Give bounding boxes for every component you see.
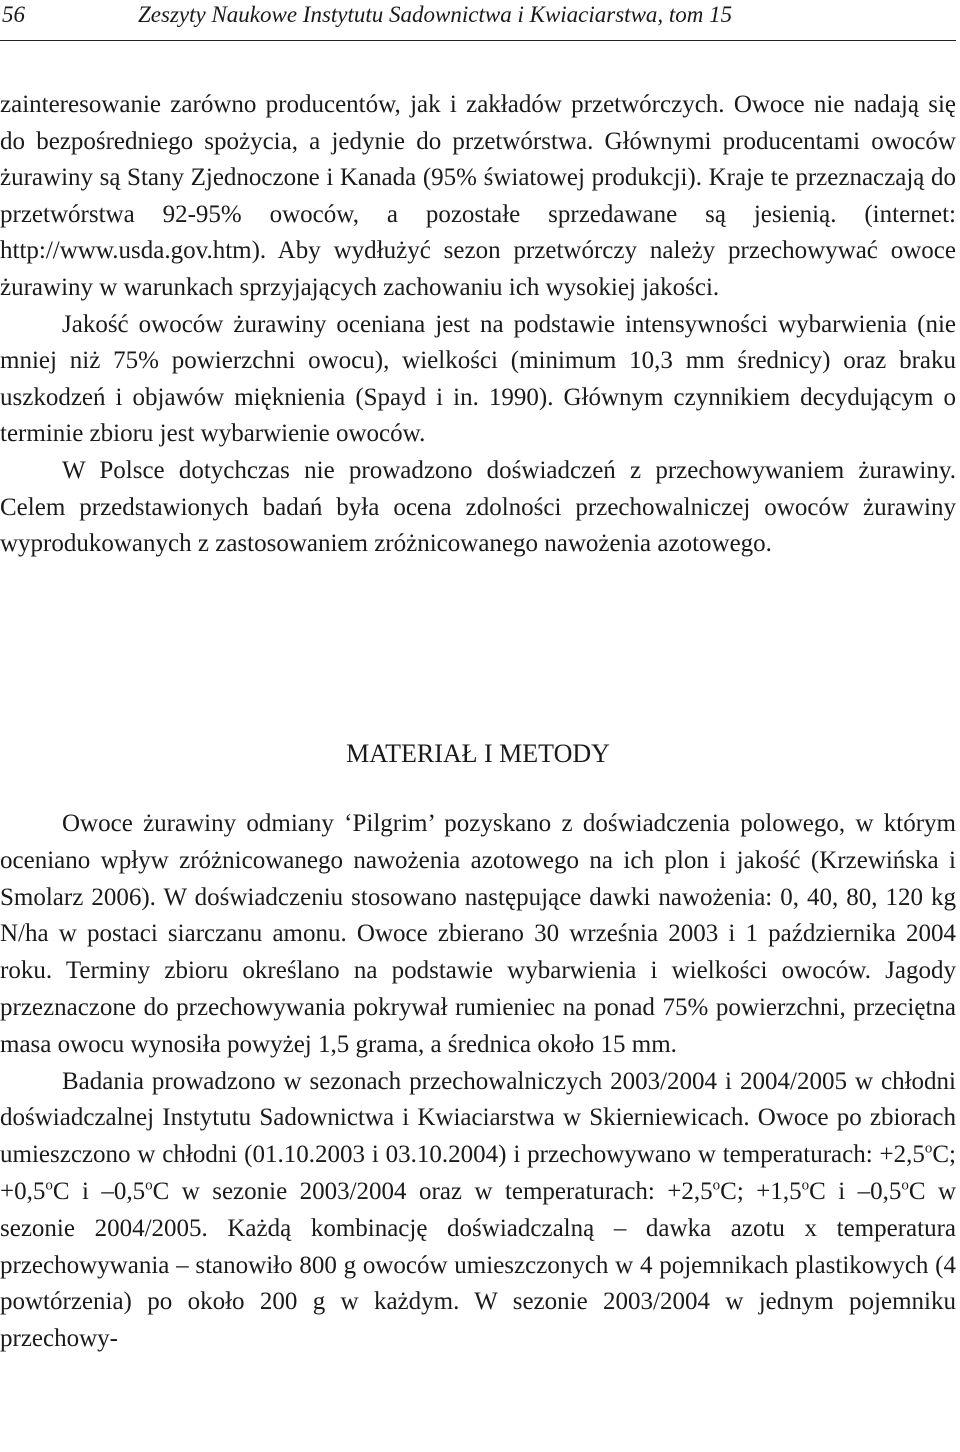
paragraph-methods-2 [0,1064,956,1358]
running-header [0,0,956,41]
section-heading: MATERIAŁ I METODY [346,739,610,768]
journal-title: Zeszyty Naukowe Instytutu Sadownictwa i Kwiaciarstwa, tom 15 [138,2,733,27]
degree-mark-3: o [145,1177,153,1194]
degree-mark-4: o [712,1177,721,1194]
methods-2-text-7: C w sezonie 2004/2005. Każdą kombinację doświadczalną – dawka azotu x temperatura przechowywania – stanowiło 800 g owoców umieszczonych w 4 pojemnikach plastikowych (4 powtórzenia) po około 200 g w każdym. W sezonie 2003/2004 w jednym pojemniku przechowy- [0,1177,956,1353]
paragraph-intro-1: zainteresowanie zarówno producentów, jak i zakładów przetwórczych. Owoce nie nadają się do bezpośredniego spożycia, a jedynie do przetwórstwa. Głównymi producentami owoców żurawiny są Stany Zjednoczone i Kanada (95% światowej produkcji). Kraje te przeznaczają do przetwórstwa 92-95% owoców, a pozostałe sprzedawane są jesienią. (internet: http://www.usda.gov.htm). Aby wydłużyć sezon przetwórczy należy przechowywać owoce żurawiny w warunkach sprzyjających zachowaniu ich wysokiej jakości. [0,91,956,301]
methods-text [0,806,956,1358]
degree-mark-5: o [801,1177,810,1194]
page-number: 56 [2,2,25,27]
intro-text [0,87,956,563]
methods-2-text-1: Badania prowadzono w sezonach przechowalniczych 2003/2004 i 2004/2005 w chłodni doświadczalnej Instytutu Sadownictwa i Kwiaciarstwa w Skierniewicach. Owoce po zbiorach umieszczono w chłodni (01.10.2003 i 03.10.2004) i przechowywano w temperaturach: +2,5 [0,1067,956,1169]
degree-mark-6: o [901,1177,909,1194]
methods-2-text-3: C i –0,5 [52,1177,146,1205]
methods-2-text-4: C w sezonie 2003/2004 oraz w temperaturach: +2,5 [152,1177,713,1205]
paragraph-intro-2: Jakość owoców żurawiny oceniana jest na podstawie intensywności wybarwienia (nie mniej niż 75% powierzchni owocu), wielkości (minimum 10,3 mm średnicy) oraz braku uszkodzeń i objawów mięknienia (Spayd i in. 1990). Głównym czynnikiem decydującym o terminie zbioru jest wybarwienie owoców. [0,310,956,448]
methods-2-text-6: C i –0,5 [809,1177,902,1205]
paragraph-intro-3: W Polsce dotychczas nie prowadzono doświadczeń z przechowywaniem żurawiny. Celem przedstawionych badań była ocena zdolności przechowalniczej owoców żurawiny wyprodukowanych z zastosowaniem zróżnicowanego nawożenia azotowego. [0,456,956,558]
methods-2-text-5: C; +1,5 [720,1177,802,1205]
degree-mark-1: o [924,1140,933,1157]
degree-mark-2: o [45,1177,53,1194]
methods-2-text-2: C; +0,5 [0,1141,956,1205]
paragraph-methods-1: Owoce żurawiny odmiany ‘Pilgrim’ pozyskano z doświadczenia polowego, w którym oceniano wpływ zróżnicowanego nawożenia azotowego na ich plon i jakość (Krzewińska i Smolarz 2006). W doświadczeniu stosowano następujące dawki nawożenia: 0, 40, 80, 120 kg N/ha w postaci siarczanu amonu. Owoce zbierano 30 września 2003 i 1 października 2004 roku. Terminy zbioru określano na podstawie wybarwienia i wielkości owoców. Jagody przeznaczone do przechowywania pokrywał rumieniec na ponad 75% powierzchni, przeciętna masa owocu wynosiła powyżej 1,5 grama, a średnica około 15 mm. [0,810,956,1058]
